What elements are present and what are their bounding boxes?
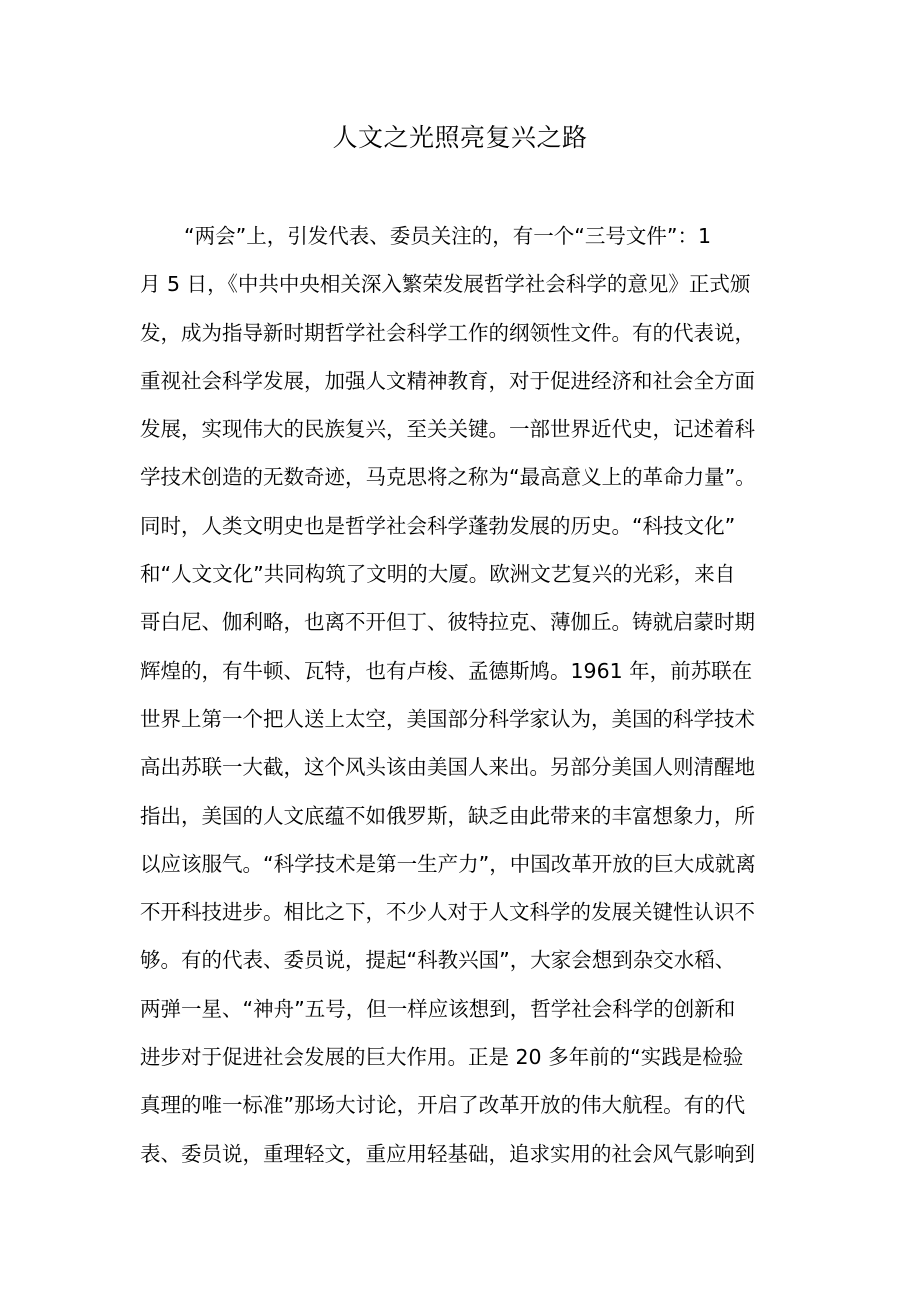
text-line: 和“人文文化”共同构筑了文明的大厦。欧洲文艺复兴的光彩，来自 [140, 562, 736, 587]
text-line: 真理的唯一标准”那场大讨论，开启了改革开放的伟大航程。有的代 [140, 1093, 746, 1118]
text-line: 月 5 日，《中共中央相关深入繁荣发展哲学社会科学的意见》正式颁 [140, 272, 751, 297]
document-title: 人文之光照亮复兴之路 [332, 123, 588, 152]
text-line: 两弹一星、“神舟”五号，但一样应该想到，哲学社会科学的创新和 [140, 996, 736, 1021]
text-line: 进步对于促进社会发展的巨大作用。正是 20 多年前的“实践是检验 [140, 1045, 744, 1070]
text-line: 指出，美国的人文底蕴不如俄罗斯，缺乏由此带来的丰富想象力，所 [140, 803, 755, 828]
text-line: 表、委员说，重理轻文，重应用轻基础，追求实用的社会风气影响到 [140, 1141, 755, 1166]
text-line: 世界上第一个把人送上太空，美国部分科学家认为，美国的科学技术 [140, 706, 755, 731]
text-line: 重视社会科学发展，加强人文精神教育，对于促进经济和社会全方面 [140, 368, 755, 393]
text-line: 同时，人类文明史也是哲学社会科学蓬勃发展的历史。“科技文化” [140, 513, 736, 538]
document-body [140, 218, 800, 1184]
text-line: 够。有的代表、委员说，提起“科教兴国”，大家会想到杂交水稻、 [140, 948, 736, 973]
text-line: 发，成为指导新时期哲学社会科学工作的纲领性文件。有的代表说， [140, 320, 755, 345]
text-line: 不开科技进步。相比之下，不少人对于人文科学的发展关键性认识不 [140, 900, 755, 925]
text-line: “两会”上，引发代表、委员关注的，有一个“三号文件”：1 [184, 224, 712, 248]
text-line: 以应该服气。“科学技术是第一生产力”，中国改革开放的巨大成就离 [140, 851, 756, 876]
text-line: 学技术创造的无数奇迹，马克思将之称为“最高意义上的革命力量”。 [140, 465, 756, 490]
text-line: 哥白尼、伽利略，也离不开但丁、彼特拉克、薄伽丘。铸就启蒙时期 [140, 610, 755, 635]
text-line: 辉煌的，有牛顿、瓦特，也有卢梭、孟德斯鸠。1961 年，前苏联在 [140, 658, 753, 683]
text-line: 发展，实现伟大的民族复兴，至关关键。一部世界近代史，记述着科 [140, 417, 755, 442]
text-line: 高出苏联一大截，这个风头该由美国人来出。另部分美国人则清醒地 [140, 755, 755, 780]
